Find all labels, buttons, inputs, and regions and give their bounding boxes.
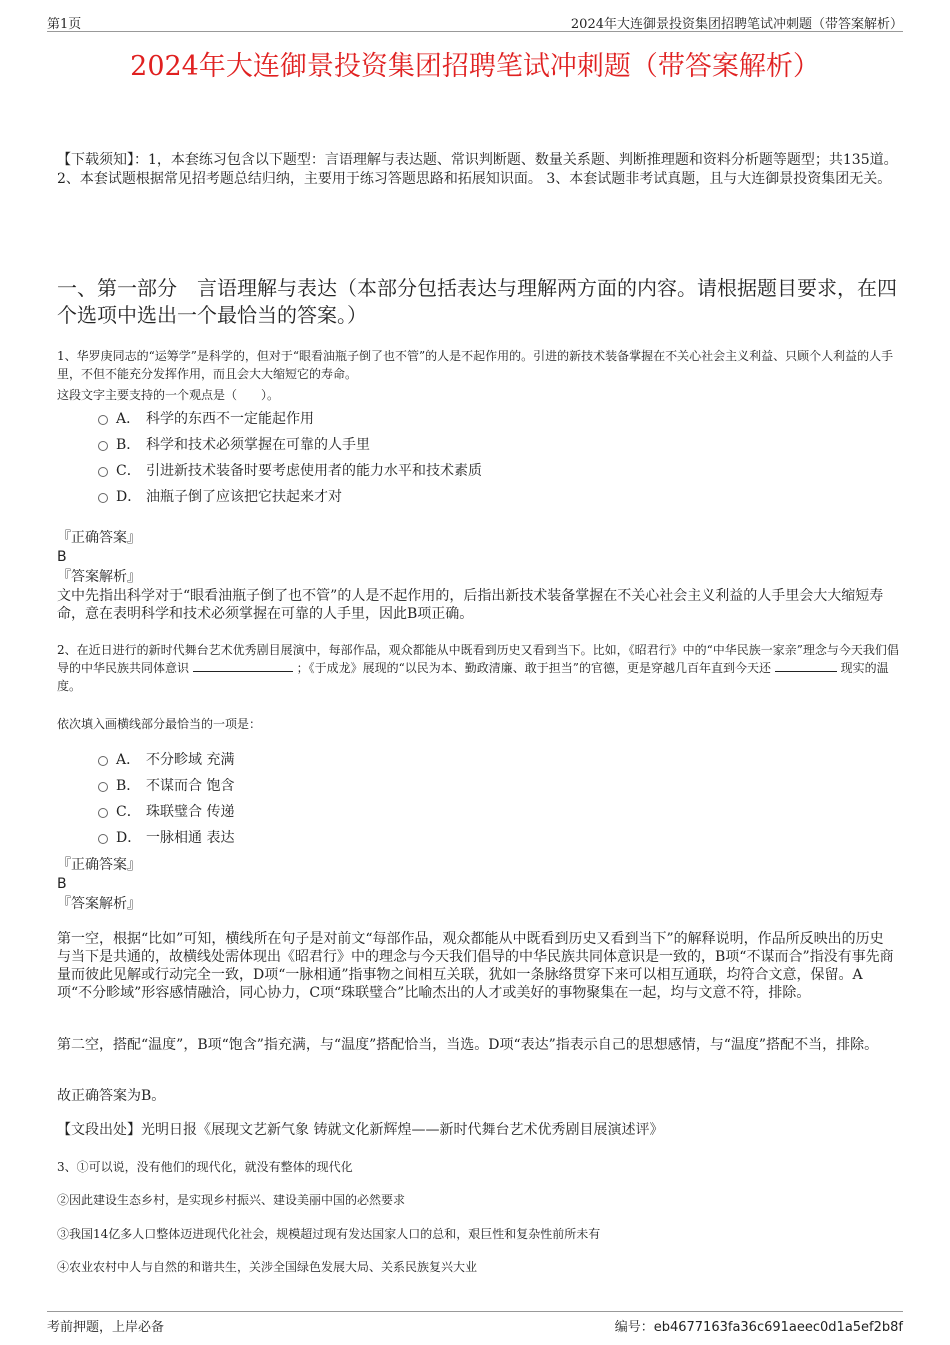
page-title: 2024年大连御景投资集团招聘笔试冲刺题（带答案解析） (130, 51, 820, 82)
q2-prompt: 依次填入画横线部分最恰当的一项是： (57, 717, 262, 731)
fill-blank-2[interactable] (775, 659, 837, 672)
q3-sentence-2: ②因此建设生态乡村，是实现乡村振兴、建设美丽中国的必然要求 (57, 1193, 406, 1207)
q1-option-d[interactable]: D． 油瓶子倒了应该把它扶起来才对 (98, 486, 342, 506)
footer-divider (47, 1311, 903, 1312)
q2-option-d[interactable]: D． 一脉相通 表达 (98, 827, 234, 847)
section-heading: 一、第一部分 言语理解与表达（本部分包括表达与理解两方面的内容。请根据题目要求，在四个选项中选出一个最恰当的答案。） (57, 276, 897, 327)
q2-analysis-label: 『答案解析』 (57, 896, 141, 912)
q1-answer-label: 『正确答案』 (57, 530, 141, 546)
q1-answer: B (57, 549, 67, 565)
q3-sentence-3: ③我国14亿多人口整体迈进现代化社会，规模超过现有发达国家人口的总和，艰巨性和复杂性前所未有 (57, 1227, 601, 1241)
fill-blank-1[interactable] (193, 659, 293, 672)
radio-icon[interactable] (98, 782, 108, 792)
q3-sentence-1: 3、①可以说，没有他们的现代化，就没有整体的现代化 (57, 1160, 353, 1174)
q1-stem: 1、华罗庚同志的“运筹学”是科学的，但对于“眼看油瓶子倒了也不管”的人是不起作用的。引进的新技术装备掌握在不关心社会主义利益、只顾个人利益的人手里，不但不能充分发挥作用，而且会大大缩短它的寿命。 (57, 349, 894, 381)
header-doc-title: 2024年大连御景投资集团招聘笔试冲刺题（带答案解析） (570, 17, 903, 32)
page-number: 第1页 (47, 17, 82, 32)
q1-option-b[interactable]: B． 科学和技术必须掌握在可靠的人手里 (98, 434, 370, 454)
serial-code: eb4677163fa36c691aeec0d1a5ef2b8f (653, 1320, 903, 1335)
radio-icon[interactable] (98, 808, 108, 818)
footer-serial: 编号：eb4677163fa36c691aeec0d1a5ef2b8f (614, 1320, 903, 1335)
q2-stem: 2、在近日进行的新时代舞台艺术优秀剧目展演中，每部作品，观众都能从中既看到历史又看到当下。比如，《昭君行》中的“中华民族一家亲”理念与今天我们倡导的中华民族共同体意识 ；《于成龙》展现的“以民为本、勤政清廉、敢于担当”的官德，更是穿越几百年直到今天还 现实的温度。 (57, 643, 899, 693)
q2-answer: B (57, 876, 67, 892)
radio-icon[interactable] (98, 834, 108, 844)
header-divider (47, 31, 903, 32)
q2-answer-label: 『正确答案』 (57, 857, 141, 873)
q2-option-a[interactable]: A． 不分畛域 充满 (98, 749, 234, 769)
q1-analysis: 文中先指出科学对于“眼看油瓶子倒了也不管”的人是不起作用的，后指出新技术装备掌握在不关心社会主义利益的人手里会大大缩短寿命，意在表明科学和技术必须掌握在可靠的人手里，因此B项正确。 (57, 588, 884, 622)
q1-option-a[interactable]: A． 科学的东西不一定能起作用 (98, 408, 314, 428)
radio-icon[interactable] (98, 493, 108, 503)
q3-sentence-4: ④农业农村中人与自然的和谐共生，关涉全国绿色发展大局、关系民族复兴大业 (57, 1260, 478, 1274)
radio-icon[interactable] (98, 756, 108, 766)
radio-icon[interactable] (98, 441, 108, 451)
footer-slogan: 考前押题，上岸必备 (47, 1320, 165, 1335)
download-notice: 【下载须知】：1，本套练习包含以下题型：言语理解与表达题、常识判断题、数量关系题、判断推理题和资料分析题等题型；共135道。 2、本套试题根据常见招考题总结归纳，主要用于练习答题思路和拓展知识面。 3、本套试题非考试真题，且与大连御景投资集团无关。 (57, 152, 898, 187)
q2-option-b[interactable]: B． 不谋而合 饱含 (98, 775, 234, 795)
q2-analysis-paragraph-2: 第二空，搭配“温度”，B项“饱含”指充满，与“温度”搭配恰当，当选。D项“表达”指表示自己的思想感情，与“温度”搭配不当，排除。 (57, 1037, 879, 1053)
q2-option-c[interactable]: C． 珠联璧合 传递 (98, 801, 234, 821)
q2-analysis-paragraph-3: 故正确答案为B。 (57, 1088, 166, 1104)
radio-icon[interactable] (98, 467, 108, 477)
q1-prompt: 这段文字主要支持的一个观点是（ ）。 (57, 388, 280, 402)
q1-analysis-label: 『答案解析』 (57, 569, 141, 585)
radio-icon[interactable] (98, 415, 108, 425)
q1-option-c[interactable]: C． 引进新技术装备时要考虑使用者的能力水平和技术素质 (98, 460, 482, 480)
q2-analysis-paragraph-1: 第一空，根据“比如”可知，横线所在句子是对前文“每部作品，观众都能从中既看到历史又看到当下”的解释说明，作品所反映出的历史与当下是共通的，故横线处需体现出《昭君行》中的理念与今天我们倡导的中华民族共同体意识是一致的，B项“不谋而合”指没有事先商量而彼此见解或行动完全一致，D项“一脉相通”指事物之间相互关联，犹如一条脉络贯穿下来可以相互通联，均符合文意，保留。A项“不分畛域”形容感情融洽，同心协力，C项“珠联璧合”比喻杰出的人才或美好的事物聚集在一起，均与文意不符，排除。 (57, 931, 894, 1001)
q2-source: 【文段出处】光明日报《展现文艺新气象 铸就文化新辉煌——新时代舞台艺术优秀剧目展演述评》 (57, 1122, 664, 1138)
